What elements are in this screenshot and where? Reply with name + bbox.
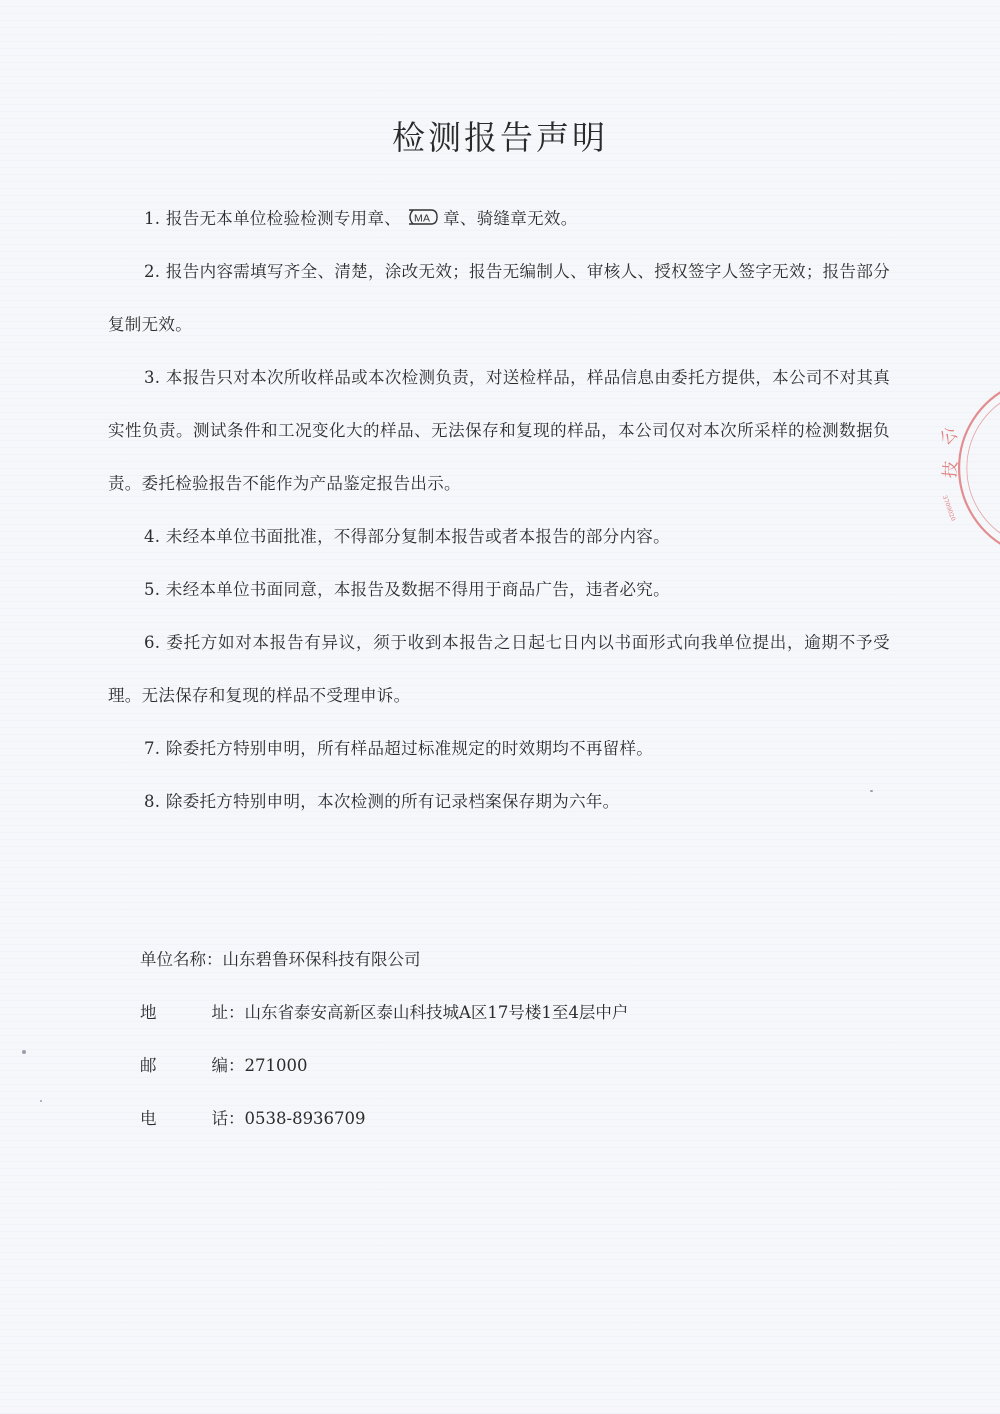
cma-mark-text: MA: [414, 212, 431, 225]
info-address-value: 山东省泰安高新区泰山科技城A区17号楼1至4层中户: [244, 1003, 629, 1022]
clause-8: 8. 除委托方特别申明，本次检测的所有记录档案保存期为六年。: [144, 792, 620, 811]
cma-mark-icon: [405, 208, 439, 226]
info-postcode-label: [140, 1039, 228, 1092]
info-phone-label: [140, 1092, 228, 1145]
info-phone: [140, 1092, 840, 1145]
clause-5: 5. 未经本单位书面同意，本报告及数据不得用于商品广告，违者必究。: [144, 580, 670, 599]
info-company-label: 单位名称: [140, 950, 206, 969]
info-address-label-2: 址: [211, 1003, 228, 1022]
info-separator: ：: [228, 1056, 245, 1075]
partial-seal-stamp-icon: [932, 378, 1000, 558]
info-postcode-label-2: 编: [211, 1056, 228, 1075]
info-address: [140, 986, 840, 1039]
info-address-label-1: 地: [140, 1003, 157, 1022]
clause-2: 2. 报告内容需填写齐全、清楚，涂改无效；报告无编制人、审核人、授权签字人签字无效；报告部分复制无效。: [108, 262, 890, 334]
info-phone-label-1: 电: [140, 1109, 157, 1128]
seal-serial: 3709020: [940, 494, 957, 523]
clause-list: [108, 192, 890, 828]
info-address-label: [140, 986, 228, 1039]
seal-char-2: 技: [940, 460, 962, 479]
info-separator: ：: [206, 950, 223, 969]
company-info: [140, 933, 840, 1145]
clause-7: 7. 除委托方特别申明，所有样品超过标准规定的时效期均不再留样。: [144, 739, 654, 758]
info-postcode-value: 271000: [244, 1056, 308, 1075]
scan-speck: [40, 1100, 42, 1102]
info-company: [140, 933, 840, 986]
clause-1-before: 1. 报告无本单位检验检测专用章、: [144, 209, 402, 228]
info-separator: ：: [228, 1003, 245, 1022]
clause-6: 6. 委托方如对本报告有异议，须于收到本报告之日起七日内以书面形式向我单位提出，逾期不予受理。无法保存和复现的样品不受理申诉。: [108, 633, 890, 705]
page-title: 检测报告声明: [392, 118, 608, 157]
clause-1-after: 章、骑缝章无效。: [443, 209, 578, 228]
scan-speck: [870, 790, 873, 792]
clause-1: [108, 192, 890, 245]
scan-speck: [22, 1050, 26, 1054]
info-company-value: 山东碧鲁环保科技有限公司: [222, 950, 421, 969]
clause-3: 3. 本报告只对本次所收样品或本次检测负责，对送检样品，样品信息由委托方提供，本公司不对其真实性负责。测试条件和工况变化大的样品、无法保存和复现的样品，本公司仅对本次所采样的检测数据负责。委托检验报告不能作为产品鉴定报告出示。: [108, 368, 890, 493]
clause-4: 4. 未经本单位书面批准，不得部分复制本报告或者本报告的部分内容。: [144, 527, 670, 546]
info-phone-label-2: 话: [211, 1109, 228, 1128]
info-postcode: [140, 1039, 840, 1092]
info-separator: ：: [228, 1109, 245, 1128]
seal-char-1: 公: [936, 423, 962, 450]
info-phone-value: 0538-8936709: [244, 1109, 366, 1128]
info-postcode-label-1: 邮: [140, 1056, 157, 1075]
